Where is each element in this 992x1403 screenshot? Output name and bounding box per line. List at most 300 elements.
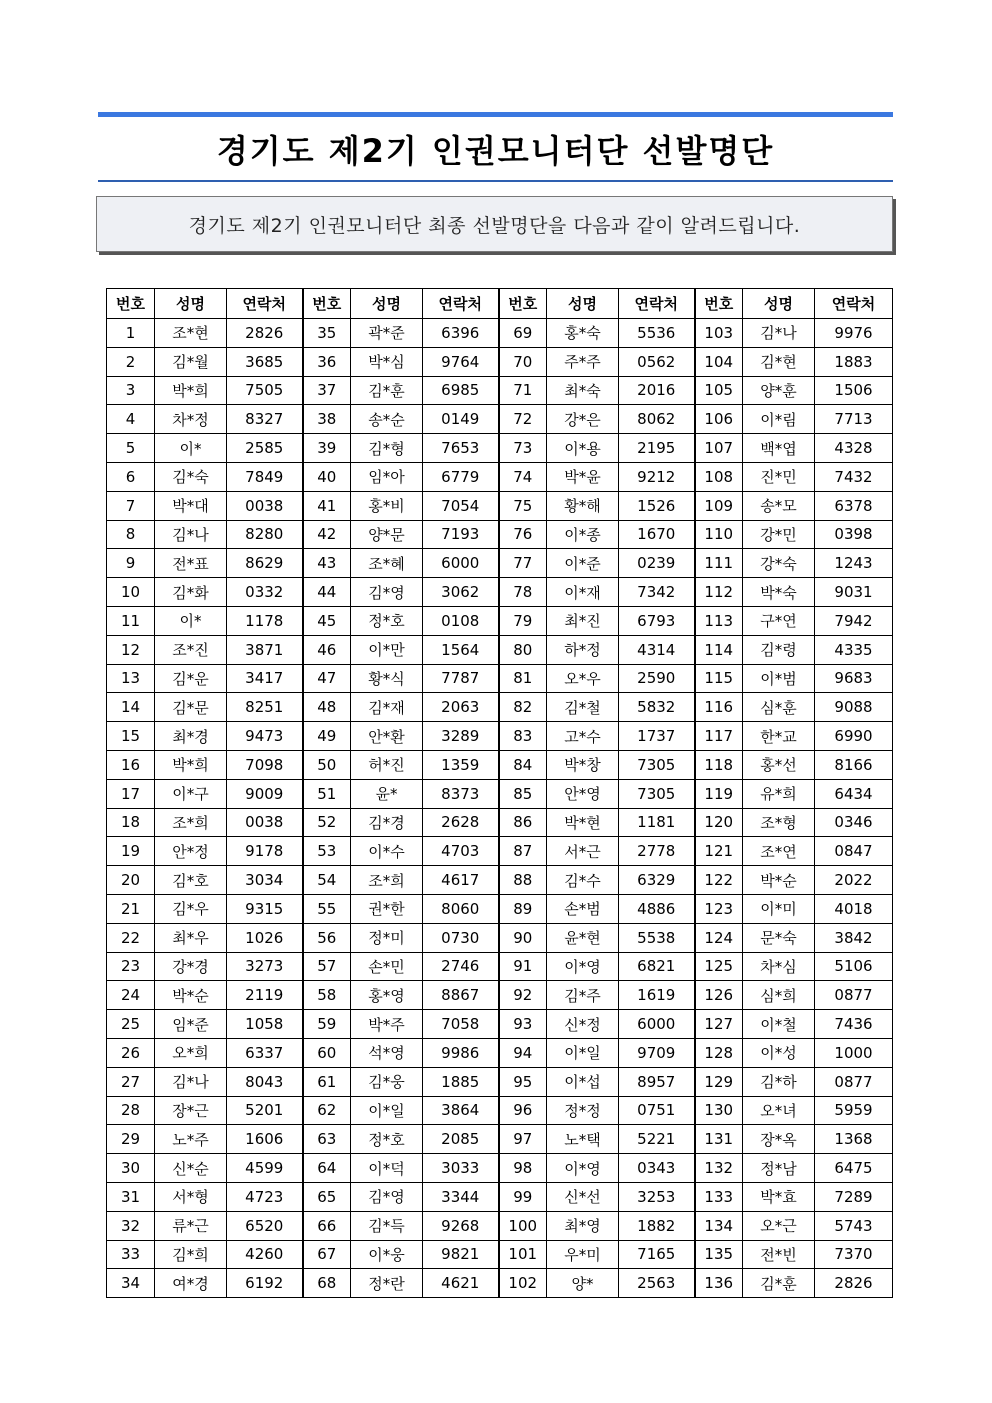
table-row <box>107 722 893 751</box>
cell-number: 129 <box>695 1067 743 1096</box>
cell-number: 92 <box>499 981 547 1010</box>
cell-contact: 6378 <box>815 491 893 520</box>
col-header-number: 번호 <box>303 289 351 319</box>
cell-number: 81 <box>499 664 547 693</box>
cell-number: 38 <box>303 405 351 434</box>
cell-number: 60 <box>303 1038 351 1067</box>
cell-name: 조*혜 <box>351 549 423 578</box>
cell-number: 45 <box>303 606 351 635</box>
cell-name: 조*연 <box>743 837 815 866</box>
cell-contact: 4335 <box>815 635 893 664</box>
cell-number: 113 <box>695 606 743 635</box>
cell-number: 123 <box>695 894 743 923</box>
cell-name: 류*근 <box>155 1211 227 1240</box>
cell-contact: 3864 <box>423 1096 499 1125</box>
cell-name: 박*희 <box>155 750 227 779</box>
cell-number: 111 <box>695 549 743 578</box>
cell-number: 39 <box>303 434 351 463</box>
cell-name: 석*영 <box>351 1038 423 1067</box>
cell-contact: 7342 <box>619 578 695 607</box>
cell-name: 김*경 <box>351 808 423 837</box>
cell-name: 이*림 <box>743 405 815 434</box>
cell-name: 이*종 <box>547 520 619 549</box>
cell-name: 양* <box>547 1269 619 1298</box>
cell-number: 47 <box>303 664 351 693</box>
cell-name: 이* <box>155 606 227 635</box>
cell-contact: 6985 <box>423 376 499 405</box>
cell-contact: 4617 <box>423 866 499 895</box>
table-row <box>107 462 893 491</box>
cell-contact: 6434 <box>815 779 893 808</box>
cell-number: 126 <box>695 981 743 1010</box>
cell-name: 윤* <box>351 779 423 808</box>
col-header-number: 번호 <box>107 289 155 319</box>
cell-number: 44 <box>303 578 351 607</box>
cell-contact: 4886 <box>619 894 695 923</box>
cell-number: 131 <box>695 1125 743 1154</box>
table-row <box>107 491 893 520</box>
cell-contact: 1506 <box>815 376 893 405</box>
table-row <box>107 894 893 923</box>
cell-number: 22 <box>107 923 155 952</box>
page-title: 경기도 제2기 인권모니터단 선발명단 <box>216 131 775 170</box>
cell-contact: 7289 <box>815 1182 893 1211</box>
cell-contact: 0346 <box>815 808 893 837</box>
cell-name: 김*형 <box>351 434 423 463</box>
cell-contact: 7653 <box>423 434 499 463</box>
cell-contact: 8166 <box>815 750 893 779</box>
cell-number: 87 <box>499 837 547 866</box>
cell-number: 52 <box>303 808 351 837</box>
cell-contact: 2585 <box>227 434 303 463</box>
cell-number: 72 <box>499 405 547 434</box>
cell-name: 노*택 <box>547 1125 619 1154</box>
cell-name: 양*문 <box>351 520 423 549</box>
cell-number: 50 <box>303 750 351 779</box>
cell-name: 조*형 <box>743 808 815 837</box>
cell-contact: 7054 <box>423 491 499 520</box>
cell-name: 정*미 <box>351 923 423 952</box>
cell-name: 오*근 <box>743 1211 815 1240</box>
cell-contact: 4260 <box>227 1240 303 1269</box>
cell-name: 박*희 <box>155 376 227 405</box>
table-row <box>107 319 893 348</box>
cell-contact: 2778 <box>619 837 695 866</box>
cell-number: 119 <box>695 779 743 808</box>
cell-name: 차*심 <box>743 952 815 981</box>
cell-name: 김*철 <box>547 693 619 722</box>
cell-number: 110 <box>695 520 743 549</box>
cell-contact: 5743 <box>815 1211 893 1240</box>
cell-contact: 7305 <box>619 750 695 779</box>
cell-name: 이*섭 <box>547 1067 619 1096</box>
cell-name: 강*숙 <box>743 549 815 578</box>
cell-contact: 4328 <box>815 434 893 463</box>
cell-name: 박*창 <box>547 750 619 779</box>
cell-contact: 9709 <box>619 1038 695 1067</box>
cell-contact: 4723 <box>227 1182 303 1211</box>
cell-number: 29 <box>107 1125 155 1154</box>
cell-contact: 8060 <box>423 894 499 923</box>
cell-contact: 2085 <box>423 1125 499 1154</box>
cell-name: 신*순 <box>155 1154 227 1183</box>
cell-number: 127 <box>695 1010 743 1039</box>
table-row <box>107 1211 893 1240</box>
cell-contact: 6329 <box>619 866 695 895</box>
cell-name: 권*한 <box>351 894 423 923</box>
cell-contact: 0877 <box>815 1067 893 1096</box>
cell-name: 진*민 <box>743 462 815 491</box>
table-row <box>107 808 893 837</box>
cell-name: 김*주 <box>547 981 619 1010</box>
cell-name: 박*대 <box>155 491 227 520</box>
cell-number: 99 <box>499 1182 547 1211</box>
cell-name: 조*진 <box>155 635 227 664</box>
table-row <box>107 376 893 405</box>
cell-contact: 9683 <box>815 664 893 693</box>
cell-name: 홍*비 <box>351 491 423 520</box>
cell-contact: 8629 <box>227 549 303 578</box>
cell-name: 김*나 <box>155 1067 227 1096</box>
cell-contact: 1606 <box>227 1125 303 1154</box>
cell-contact: 7849 <box>227 462 303 491</box>
cell-name: 황*해 <box>547 491 619 520</box>
cell-contact: 9315 <box>227 894 303 923</box>
cell-contact: 9986 <box>423 1038 499 1067</box>
cell-number: 54 <box>303 866 351 895</box>
cell-contact: 6779 <box>423 462 499 491</box>
cell-contact: 1359 <box>423 750 499 779</box>
cell-name: 임*아 <box>351 462 423 491</box>
cell-contact: 9009 <box>227 779 303 808</box>
cell-number: 104 <box>695 347 743 376</box>
cell-name: 김*웅 <box>351 1067 423 1096</box>
cell-name: 홍*선 <box>743 750 815 779</box>
table-row <box>107 578 893 607</box>
cell-contact: 6000 <box>423 549 499 578</box>
cell-name: 이*범 <box>743 664 815 693</box>
cell-contact: 2022 <box>815 866 893 895</box>
cell-number: 70 <box>499 347 547 376</box>
cell-name: 최*영 <box>547 1211 619 1240</box>
cell-name: 손*범 <box>547 894 619 923</box>
cell-name: 김*훈 <box>743 1269 815 1298</box>
cell-name: 양*훈 <box>743 376 815 405</box>
cell-name: 이*일 <box>547 1038 619 1067</box>
cell-number: 19 <box>107 837 155 866</box>
cell-name: 최*우 <box>155 923 227 952</box>
cell-number: 134 <box>695 1211 743 1240</box>
cell-name: 오*우 <box>547 664 619 693</box>
cell-contact: 8043 <box>227 1067 303 1096</box>
cell-number: 1 <box>107 319 155 348</box>
cell-number: 53 <box>303 837 351 866</box>
cell-number: 135 <box>695 1240 743 1269</box>
cell-name: 임*준 <box>155 1010 227 1039</box>
table-row <box>107 606 893 635</box>
cell-number: 27 <box>107 1067 155 1096</box>
cell-contact: 8327 <box>227 405 303 434</box>
cell-contact: 9764 <box>423 347 499 376</box>
cell-name: 김*희 <box>155 1240 227 1269</box>
cell-number: 64 <box>303 1154 351 1183</box>
cell-name: 김*나 <box>743 319 815 348</box>
cell-contact: 2119 <box>227 981 303 1010</box>
cell-name: 심*훈 <box>743 693 815 722</box>
table-row <box>107 635 893 664</box>
col-header-contact: 연락처 <box>619 289 695 319</box>
cell-name: 이*준 <box>547 549 619 578</box>
cell-name: 신*선 <box>547 1182 619 1211</box>
col-header-name: 성명 <box>155 289 227 319</box>
cell-name: 정*란 <box>351 1269 423 1298</box>
table-row <box>107 520 893 549</box>
cell-contact: 8867 <box>423 981 499 1010</box>
cell-number: 84 <box>499 750 547 779</box>
cell-number: 106 <box>695 405 743 434</box>
cell-name: 박*순 <box>155 981 227 1010</box>
cell-number: 40 <box>303 462 351 491</box>
cell-contact: 6990 <box>815 722 893 751</box>
cell-contact: 1619 <box>619 981 695 1010</box>
cell-number: 78 <box>499 578 547 607</box>
cell-number: 133 <box>695 1182 743 1211</box>
cell-contact: 5832 <box>619 693 695 722</box>
cell-name: 하*정 <box>547 635 619 664</box>
cell-contact: 8373 <box>423 779 499 808</box>
cell-number: 46 <box>303 635 351 664</box>
cell-name: 김*나 <box>155 520 227 549</box>
cell-name: 노*주 <box>155 1125 227 1154</box>
cell-name: 김*숙 <box>155 462 227 491</box>
cell-contact: 9473 <box>227 722 303 751</box>
cell-number: 35 <box>303 319 351 348</box>
cell-number: 15 <box>107 722 155 751</box>
cell-contact: 2063 <box>423 693 499 722</box>
cell-contact: 1882 <box>619 1211 695 1240</box>
cell-name: 유*희 <box>743 779 815 808</box>
cell-number: 6 <box>107 462 155 491</box>
cell-name: 전*빈 <box>743 1240 815 1269</box>
cell-contact: 9088 <box>815 693 893 722</box>
cell-number: 2 <box>107 347 155 376</box>
cell-contact: 1526 <box>619 491 695 520</box>
cell-name: 이*웅 <box>351 1240 423 1269</box>
cell-number: 121 <box>695 837 743 866</box>
cell-number: 16 <box>107 750 155 779</box>
cell-contact: 0343 <box>619 1154 695 1183</box>
cell-number: 102 <box>499 1269 547 1298</box>
cell-contact: 6337 <box>227 1038 303 1067</box>
cell-contact: 4599 <box>227 1154 303 1183</box>
cell-name: 조*희 <box>351 866 423 895</box>
cell-contact: 3417 <box>227 664 303 693</box>
col-header-name: 성명 <box>743 289 815 319</box>
cell-name: 김*호 <box>155 866 227 895</box>
cell-contact: 2016 <box>619 376 695 405</box>
cell-contact: 1885 <box>423 1067 499 1096</box>
cell-name: 이*미 <box>743 894 815 923</box>
cell-name: 김*득 <box>351 1211 423 1240</box>
cell-number: 34 <box>107 1269 155 1298</box>
cell-contact: 0847 <box>815 837 893 866</box>
cell-contact: 7436 <box>815 1010 893 1039</box>
cell-number: 4 <box>107 405 155 434</box>
cell-name: 심*희 <box>743 981 815 1010</box>
cell-name: 윤*현 <box>547 923 619 952</box>
cell-name: 안*정 <box>155 837 227 866</box>
cell-name: 이* <box>155 434 227 463</box>
cell-name: 한*교 <box>743 722 815 751</box>
cell-number: 90 <box>499 923 547 952</box>
col-header-contact: 연락처 <box>423 289 499 319</box>
cell-name: 손*민 <box>351 952 423 981</box>
cell-contact: 0239 <box>619 549 695 578</box>
table-row <box>107 837 893 866</box>
cell-number: 85 <box>499 779 547 808</box>
col-header-number: 번호 <box>695 289 743 319</box>
cell-contact: 0108 <box>423 606 499 635</box>
cell-name: 김*운 <box>155 664 227 693</box>
table-row <box>107 750 893 779</box>
cell-contact: 1178 <box>227 606 303 635</box>
cell-contact: 7942 <box>815 606 893 635</box>
cell-number: 25 <box>107 1010 155 1039</box>
cell-name: 정*남 <box>743 1154 815 1183</box>
table-row <box>107 1038 893 1067</box>
cell-name: 백*엽 <box>743 434 815 463</box>
cell-name: 이*수 <box>351 837 423 866</box>
cell-number: 10 <box>107 578 155 607</box>
cell-contact: 1883 <box>815 347 893 376</box>
cell-number: 69 <box>499 319 547 348</box>
cell-contact: 0730 <box>423 923 499 952</box>
cell-name: 박*현 <box>547 808 619 837</box>
cell-number: 122 <box>695 866 743 895</box>
cell-number: 33 <box>107 1240 155 1269</box>
cell-number: 62 <box>303 1096 351 1125</box>
cell-name: 주*주 <box>547 347 619 376</box>
cell-number: 105 <box>695 376 743 405</box>
cell-contact: 9976 <box>815 319 893 348</box>
col-header-name: 성명 <box>547 289 619 319</box>
col-header-number: 번호 <box>499 289 547 319</box>
cell-number: 80 <box>499 635 547 664</box>
cell-number: 58 <box>303 981 351 1010</box>
cell-number: 32 <box>107 1211 155 1240</box>
cell-name: 장*옥 <box>743 1125 815 1154</box>
col-header-contact: 연락처 <box>227 289 303 319</box>
cell-number: 9 <box>107 549 155 578</box>
cell-contact: 3253 <box>619 1182 695 1211</box>
cell-name: 오*희 <box>155 1038 227 1067</box>
cell-contact: 5538 <box>619 923 695 952</box>
cell-number: 66 <box>303 1211 351 1240</box>
cell-contact: 3685 <box>227 347 303 376</box>
cell-number: 8 <box>107 520 155 549</box>
cell-name: 김*영 <box>351 1182 423 1211</box>
cell-number: 14 <box>107 693 155 722</box>
cell-number: 37 <box>303 376 351 405</box>
cell-contact: 7432 <box>815 462 893 491</box>
cell-name: 송*순 <box>351 405 423 434</box>
cell-number: 67 <box>303 1240 351 1269</box>
cell-number: 95 <box>499 1067 547 1096</box>
cell-contact: 3289 <box>423 722 499 751</box>
cell-contact: 1564 <box>423 635 499 664</box>
cell-contact: 3871 <box>227 635 303 664</box>
cell-number: 101 <box>499 1240 547 1269</box>
cell-name: 김*영 <box>351 578 423 607</box>
cell-contact: 7713 <box>815 405 893 434</box>
cell-name: 박*윤 <box>547 462 619 491</box>
cell-name: 이*영 <box>547 1154 619 1183</box>
cell-number: 118 <box>695 750 743 779</box>
cell-contact: 2563 <box>619 1269 695 1298</box>
cell-contact: 3062 <box>423 578 499 607</box>
cell-contact: 3273 <box>227 952 303 981</box>
cell-name: 전*표 <box>155 549 227 578</box>
cell-contact: 1243 <box>815 549 893 578</box>
cell-name: 차*정 <box>155 405 227 434</box>
cell-number: 30 <box>107 1154 155 1183</box>
cell-name: 구*연 <box>743 606 815 635</box>
table-row <box>107 1096 893 1125</box>
cell-name: 강*민 <box>743 520 815 549</box>
cell-name: 김*화 <box>155 578 227 607</box>
cell-contact: 3033 <box>423 1154 499 1183</box>
cell-number: 43 <box>303 549 351 578</box>
cell-number: 94 <box>499 1038 547 1067</box>
cell-number: 42 <box>303 520 351 549</box>
cell-contact: 7098 <box>227 750 303 779</box>
cell-contact: 3034 <box>227 866 303 895</box>
cell-number: 120 <box>695 808 743 837</box>
cell-number: 132 <box>695 1154 743 1183</box>
cell-number: 115 <box>695 664 743 693</box>
cell-number: 73 <box>499 434 547 463</box>
roster-body <box>107 319 893 1298</box>
cell-name: 박*순 <box>743 866 815 895</box>
cell-contact: 5959 <box>815 1096 893 1125</box>
cell-name: 김*현 <box>743 347 815 376</box>
cell-contact: 0149 <box>423 405 499 434</box>
table-row <box>107 1154 893 1183</box>
cell-number: 13 <box>107 664 155 693</box>
cell-name: 강*경 <box>155 952 227 981</box>
cell-number: 112 <box>695 578 743 607</box>
cell-number: 79 <box>499 606 547 635</box>
cell-name: 고*수 <box>547 722 619 751</box>
cell-contact: 1058 <box>227 1010 303 1039</box>
cell-number: 124 <box>695 923 743 952</box>
cell-contact: 1737 <box>619 722 695 751</box>
table-row <box>107 779 893 808</box>
table-row <box>107 866 893 895</box>
cell-contact: 9821 <box>423 1240 499 1269</box>
cell-number: 77 <box>499 549 547 578</box>
cell-number: 41 <box>303 491 351 520</box>
cell-name: 최*경 <box>155 722 227 751</box>
title-block <box>98 112 893 182</box>
cell-contact: 7058 <box>423 1010 499 1039</box>
cell-name: 이*성 <box>743 1038 815 1067</box>
cell-contact: 0038 <box>227 808 303 837</box>
cell-name: 최*숙 <box>547 376 619 405</box>
cell-contact: 7370 <box>815 1240 893 1269</box>
table-row <box>107 1125 893 1154</box>
cell-number: 31 <box>107 1182 155 1211</box>
